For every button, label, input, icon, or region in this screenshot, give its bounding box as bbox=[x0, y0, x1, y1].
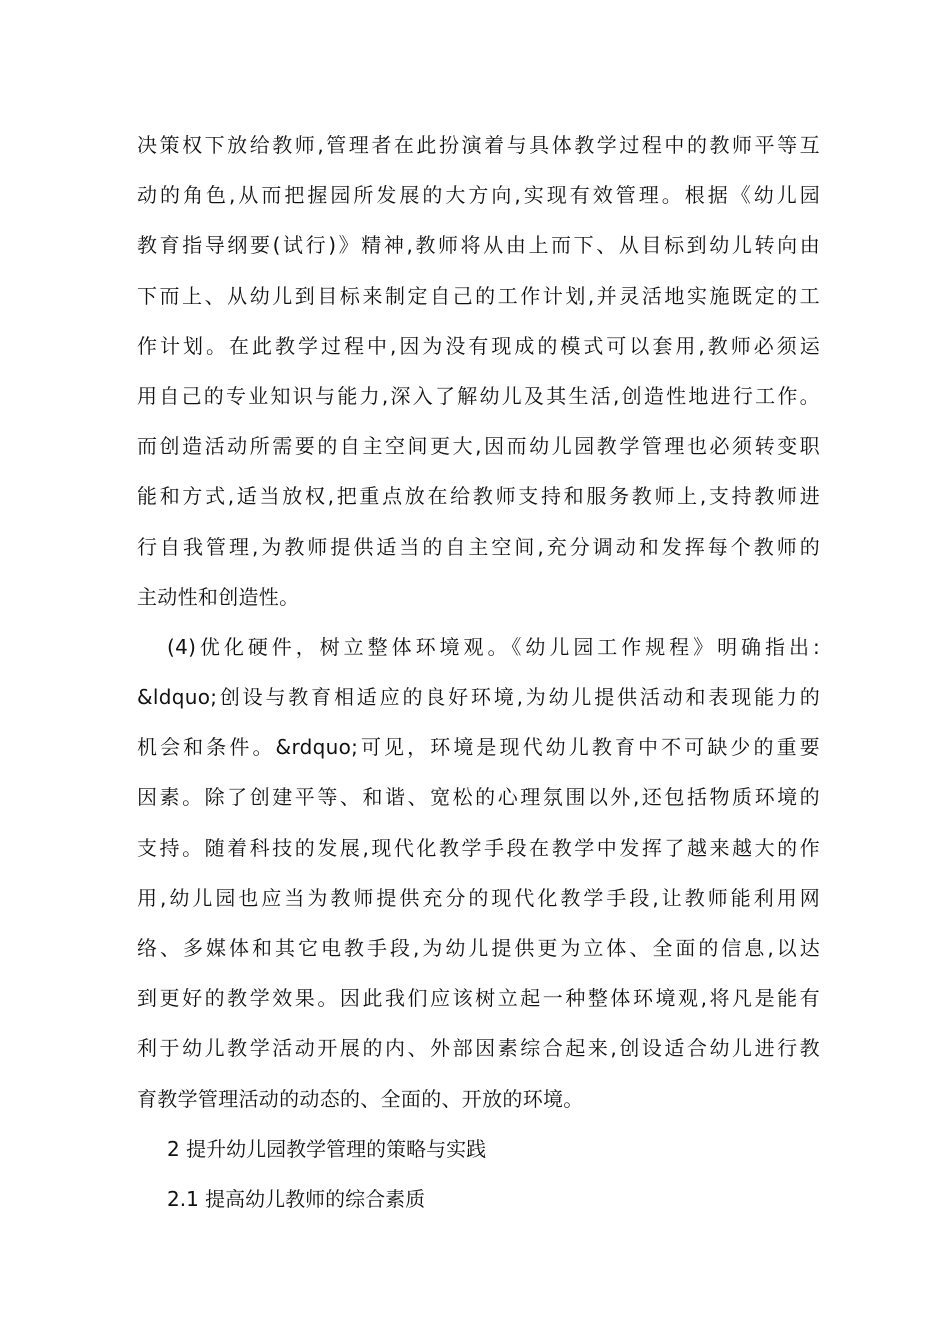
text-line: 行自我管理,为教师提供适当的自主空间,充分调动和发挥每个教师的 bbox=[137, 534, 820, 559]
document-body bbox=[137, 120, 820, 1224]
subsection-heading: 2.1 提高幼儿教师的综合素质 bbox=[167, 1186, 426, 1211]
text-line: &ldquo;创设与教育相适应的良好环境,为幼儿提供活动和表现能力的 bbox=[137, 685, 820, 710]
text-line: 作计划。在此教学过程中,因为没有现成的模式可以套用,教师必须运 bbox=[137, 333, 820, 358]
paragraph bbox=[137, 622, 820, 1124]
text-line: 支持。随着科技的发展,现代化教学手段在教学中发挥了越来越大的作 bbox=[137, 835, 820, 860]
text-line: 下而上、从幼儿到目标来制定自己的工作计划,并灵活地实施既定的工 bbox=[137, 283, 820, 308]
text-line: 决策权下放给教师,管理者在此扮演着与具体教学过程中的教师平等互 bbox=[137, 133, 820, 157]
paragraph bbox=[137, 120, 820, 622]
text-line: 机会和条件。&rdquo;可见，环境是现代幼儿教育中不可缺少的重要 bbox=[137, 735, 820, 760]
text-line: (4)优化硬件，树立整体环境观。《幼儿园工作规程》明确指出: bbox=[167, 634, 820, 659]
text-line: 利于幼儿教学活动开展的内、外部因素综合起来,创设适合幼儿进行教 bbox=[137, 1036, 820, 1061]
text-line: 到更好的教学效果。因此我们应该树立起一种整体环境观,将凡是能有 bbox=[137, 986, 820, 1011]
text-line: 用自己的专业知识与能力,深入了解幼儿及其生活,创造性地进行工作。 bbox=[137, 383, 820, 408]
section-heading: 2 提升幼儿园教学管理的策略与实践 bbox=[167, 1136, 487, 1161]
text-line: 动的角色,从而把握园所发展的大方向,实现有效管理。根据《幼儿园 bbox=[137, 183, 820, 208]
text-line: 络、多媒体和其它电教手段,为幼儿提供更为立体、全面的信息,以达 bbox=[137, 936, 820, 960]
text-line: 主动性和创造性。 bbox=[137, 584, 300, 609]
text-line: 用,幼儿园也应当为教师提供充分的现代化教学手段,让教师能利用网 bbox=[137, 885, 820, 910]
text-line: 教育指导纲要(试行)》精神,教师将从由上而下、从目标到幼儿转向由 bbox=[137, 233, 820, 258]
text-line: 因素。除了创建平等、和谐、宽松的心理氛围以外,还包括物质环境的 bbox=[137, 785, 820, 810]
text-line: 而创造活动所需要的自主空间更大,因而幼儿园教学管理也必须转变职 bbox=[137, 434, 820, 459]
text-line: 育教学管理活动的动态的、全面的、开放的环境。 bbox=[137, 1086, 584, 1111]
text-line: 能和方式,适当放权,把重点放在给教师支持和服务教师上,支持教师进 bbox=[137, 484, 820, 509]
